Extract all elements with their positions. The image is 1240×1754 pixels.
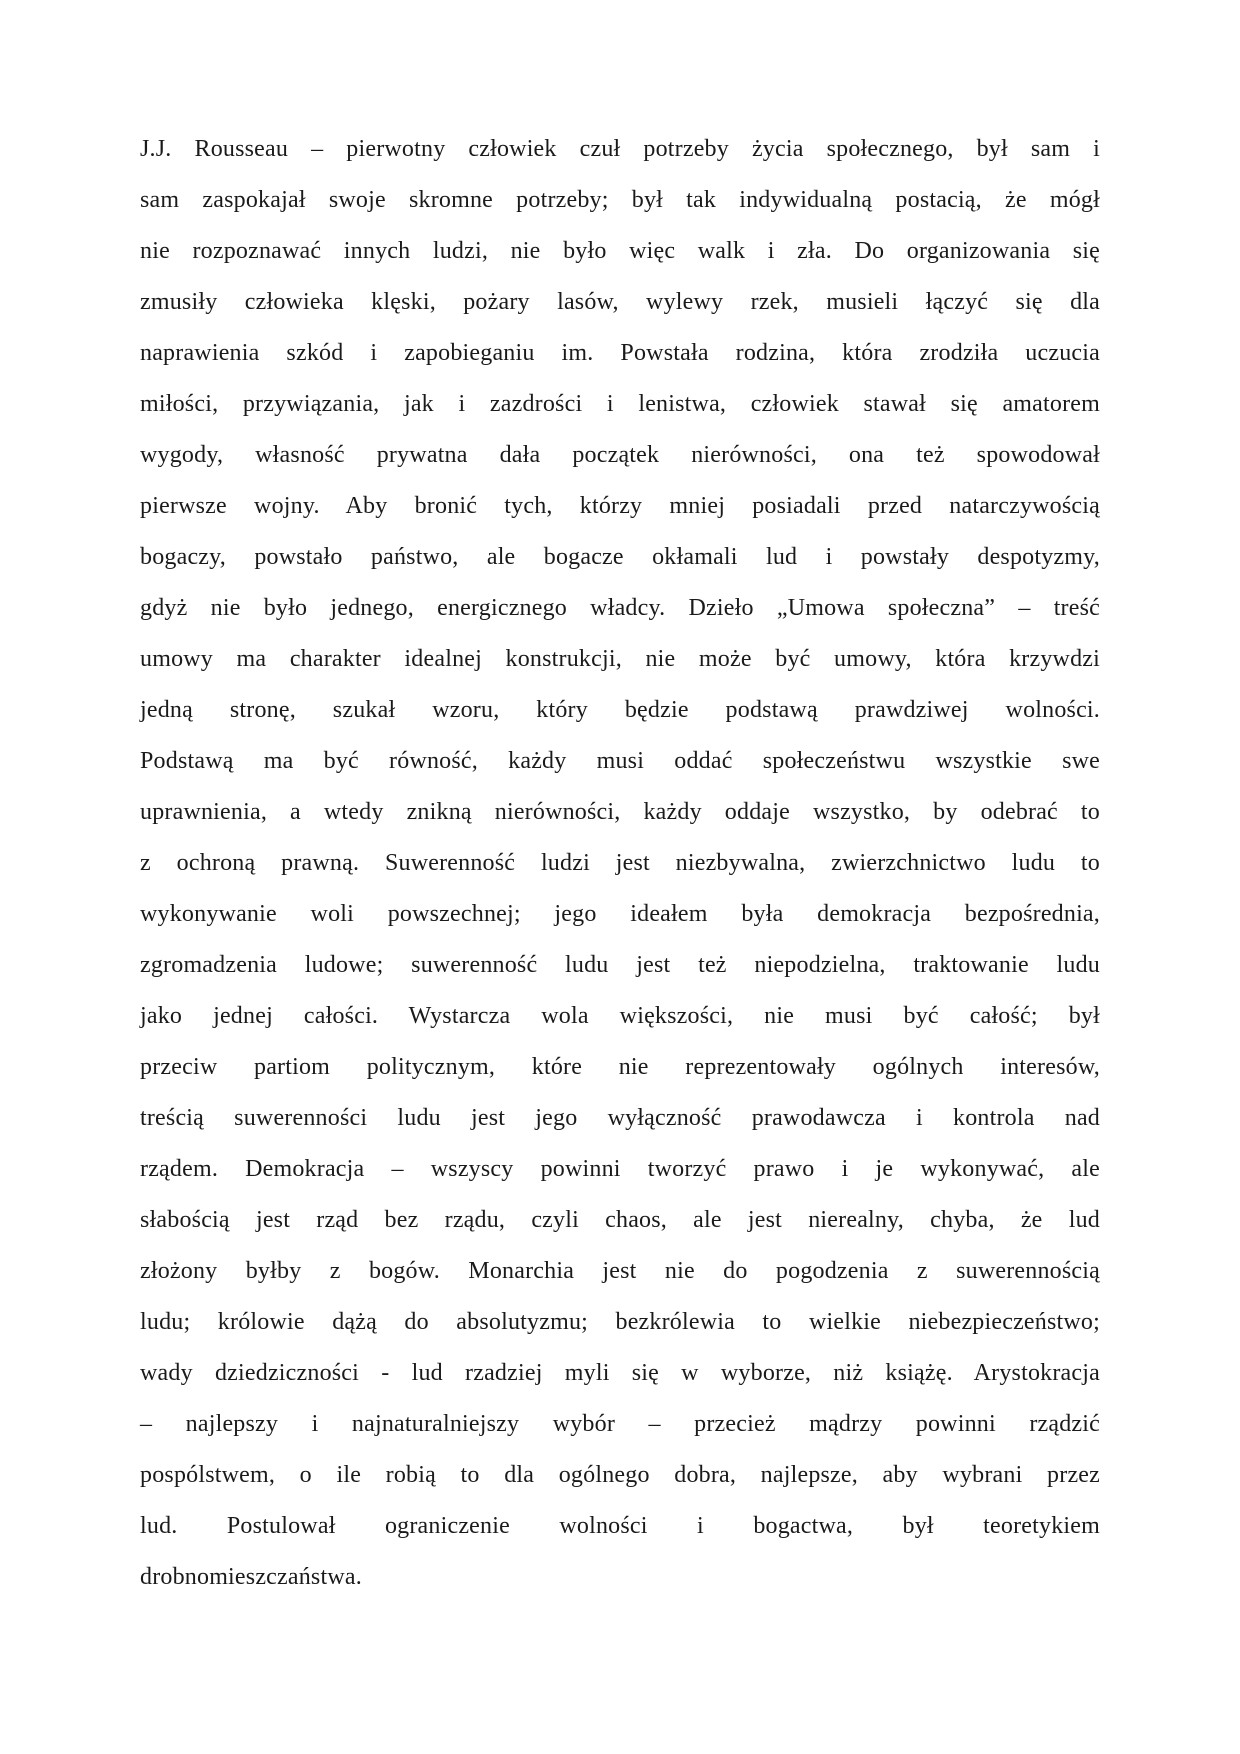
text-line: wykonywanie woli powszechnej; jego ideałem była demokracja bezpośrednia, (140, 901, 1100, 927)
text-line: treścią suwerenności ludu jest jego wyłączność prawodawcza i kontrola nad (140, 1105, 1100, 1131)
text-line: wygody, własność prywatna dała początek nierówności, ona też spowodował (140, 442, 1100, 468)
text-line: J.J. Rousseau – pierwotny człowiek czuł potrzeby życia społecznego, był sam i (140, 136, 1100, 162)
text-line: Podstawą ma być równość, każdy musi oddać społeczeństwu wszystkie swe (140, 748, 1100, 774)
text-line: jedną stronę, szukał wzoru, który będzie podstawą prawdziwej wolności. (140, 697, 1100, 723)
text-line: rządem. Demokracja – wszyscy powinni tworzyć prawo i je wykonywać, ale (140, 1156, 1100, 1182)
text-line: pospólstwem, o ile robią to dla ogólnego dobra, najlepsze, aby wybrani przez (140, 1462, 1100, 1488)
text-line: drobnomieszczaństwa. (140, 1564, 362, 1590)
text-line: uprawnienia, a wtedy znikną nierówności, każdy oddaje wszystko, by odebrać to (140, 799, 1100, 825)
text-line: sam zaspokajał swoje skromne potrzeby; był tak indywidualną postacią, że mógł (140, 187, 1100, 213)
text-line: lud. Postulował ograniczenie wolności i bogactwa, był teoretykiem (140, 1513, 1100, 1539)
text-line: zgromadzenia ludowe; suwerenność ludu jest też niepodzielna, traktowanie ludu (140, 952, 1100, 978)
text-line: naprawienia szkód i zapobieganiu im. Powstała rodzina, która zrodziła uczucia (140, 340, 1100, 366)
text-line: słabością jest rząd bez rządu, czyli chaos, ale jest nierealny, chyba, że lud (140, 1207, 1100, 1233)
text-line: przeciw partiom politycznym, które nie reprezentowały ogólnych interesów, (140, 1054, 1100, 1080)
text-block (140, 124, 1100, 1603)
text-line: jako jednej całości. Wystarcza wola większości, nie musi być całość; był (140, 1003, 1100, 1029)
text-line: – najlepszy i najnaturalniejszy wybór – przecież mądrzy powinni rządzić (140, 1411, 1100, 1437)
text-line: złożony byłby z bogów. Monarchia jest nie do pogodzenia z suwerennością (140, 1258, 1100, 1284)
text-line: ludu; królowie dążą do absolutyzmu; bezkrólewia to wielkie niebezpieczeństwo; (140, 1309, 1100, 1335)
text-line: umowy ma charakter idealnej konstrukcji, nie może być umowy, która krzywdzi (140, 646, 1100, 672)
text-line: wady dziedziczności - lud rzadziej myli się w wyborze, niż książę. Arystokracja (140, 1360, 1100, 1386)
text-line: zmusiły człowieka klęski, pożary lasów, wylewy rzek, musieli łączyć się dla (140, 289, 1100, 315)
text-line: nie rozpoznawać innych ludzi, nie było więc walk i zła. Do organizowania się (140, 238, 1100, 264)
text-line: miłości, przywiązania, jak i zazdrości i lenistwa, człowiek stawał się amatorem (140, 391, 1100, 417)
text-line: pierwsze wojny. Aby bronić tych, którzy mniej posiadali przed natarczywością (140, 493, 1100, 519)
text-line: bogaczy, powstało państwo, ale bogacze okłamali lud i powstały despotyzmy, (140, 544, 1100, 570)
text-line: gdyż nie było jednego, energicznego władcy. Dzieło „Umowa społeczna” – treść (140, 595, 1100, 621)
text-line: z ochroną prawną. Suwerenność ludzi jest niezbywalna, zwierzchnictwo ludu to (140, 850, 1100, 876)
